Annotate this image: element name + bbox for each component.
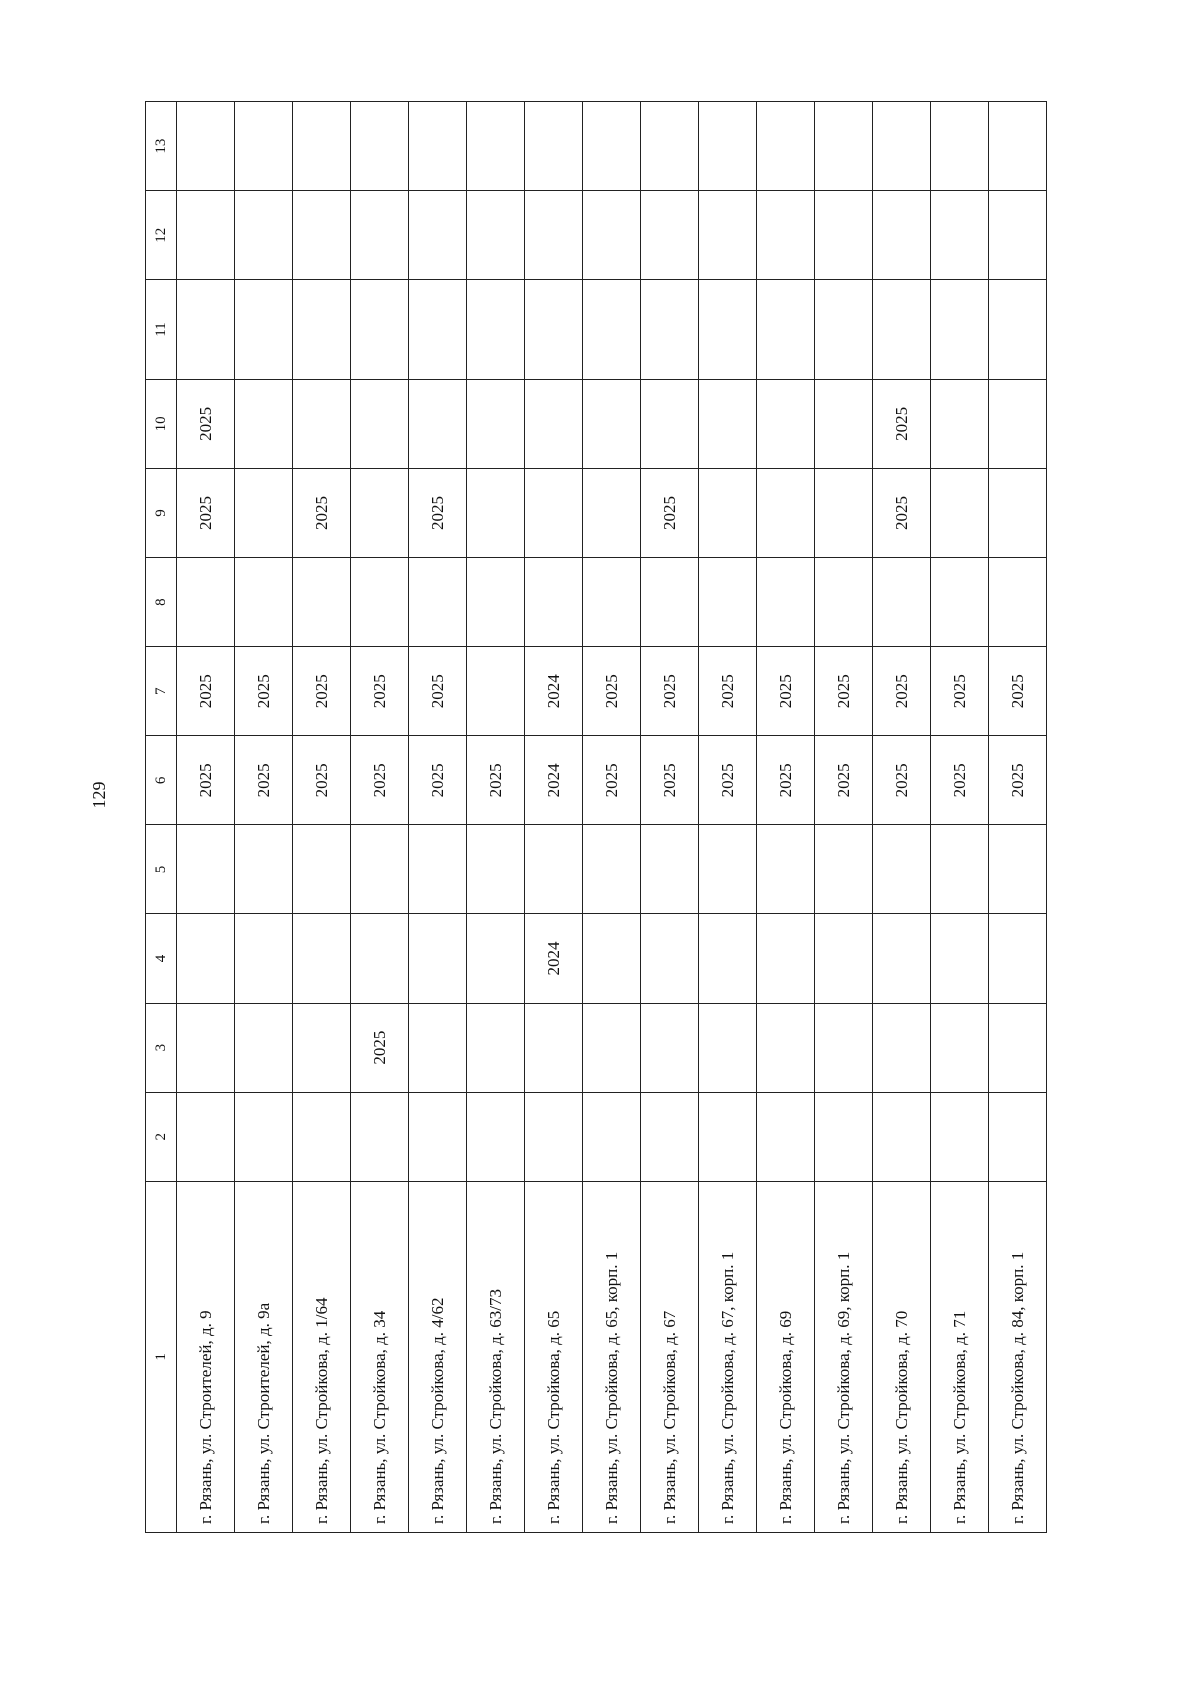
year-cell-col-6: 2025 (351, 736, 409, 825)
column-header-1: 1 (146, 1181, 177, 1532)
table-row (931, 102, 989, 1533)
year-cell-col-9: 2025 (409, 468, 467, 557)
table-row (177, 102, 235, 1533)
year-cell-col-5 (235, 825, 293, 914)
year-cell-col-2 (525, 1092, 583, 1181)
year-cell-col-3 (293, 1003, 351, 1092)
year-cell-col-13 (351, 102, 409, 191)
table-header (146, 102, 177, 1533)
year-cell-col-10 (699, 379, 757, 468)
year-cell-col-13 (293, 102, 351, 191)
year-cell-col-2 (641, 1092, 699, 1181)
year-cell-col-4 (873, 914, 931, 1003)
table-row (641, 102, 699, 1533)
year-cell-col-4 (177, 914, 235, 1003)
year-cell-col-3 (525, 1003, 583, 1092)
table-row (815, 102, 873, 1533)
header-row (146, 102, 177, 1533)
year-cell-col-10 (467, 379, 525, 468)
year-cell-col-4 (641, 914, 699, 1003)
year-cell-col-12 (815, 191, 873, 280)
year-cell-col-8 (815, 558, 873, 647)
year-cell-col-13 (989, 102, 1047, 191)
year-cell-col-8 (699, 558, 757, 647)
year-cell-col-9 (525, 468, 583, 557)
year-cell-col-6: 2025 (293, 736, 351, 825)
year-cell-col-13 (409, 102, 467, 191)
year-cell-col-2 (873, 1092, 931, 1181)
year-cell-col-5 (409, 825, 467, 914)
year-cell-col-8 (293, 558, 351, 647)
year-cell-col-2 (989, 1092, 1047, 1181)
year-cell-col-11 (757, 280, 815, 380)
year-cell-col-4 (931, 914, 989, 1003)
column-header-3: 3 (146, 1003, 177, 1092)
year-cell-col-3 (235, 1003, 293, 1092)
year-cell-col-5 (293, 825, 351, 914)
year-cell-col-3 (815, 1003, 873, 1092)
year-cell-col-11 (931, 280, 989, 380)
address-cell: г. Рязань, ул. Стройкова, д. 71 (931, 1181, 989, 1532)
year-cell-col-7: 2025 (293, 647, 351, 736)
year-cell-col-9 (931, 468, 989, 557)
year-cell-col-8 (931, 558, 989, 647)
column-header-4: 4 (146, 914, 177, 1003)
year-cell-col-11 (177, 280, 235, 380)
year-cell-col-7 (467, 647, 525, 736)
year-cell-col-12 (525, 191, 583, 280)
year-cell-col-12 (467, 191, 525, 280)
address-cell: г. Рязань, ул. Стройкова, д. 4/62 (409, 1181, 467, 1532)
address-cell: г. Рязань, ул. Стройкова, д. 84, корп. 1 (989, 1181, 1047, 1532)
year-cell-col-3 (467, 1003, 525, 1092)
table-row (583, 102, 641, 1533)
year-cell-col-4 (235, 914, 293, 1003)
year-cell-col-5 (931, 825, 989, 914)
year-cell-col-11 (467, 280, 525, 380)
year-cell-col-10 (931, 379, 989, 468)
year-cell-col-12 (931, 191, 989, 280)
year-cell-col-8 (583, 558, 641, 647)
year-cell-col-2 (409, 1092, 467, 1181)
year-cell-col-8 (641, 558, 699, 647)
year-cell-col-12 (409, 191, 467, 280)
column-header-6: 6 (146, 736, 177, 825)
year-cell-col-8 (525, 558, 583, 647)
address-cell: г. Рязань, ул. Стройкова, д. 67, корп. 1 (699, 1181, 757, 1532)
year-cell-col-3 (409, 1003, 467, 1092)
year-cell-col-3 (931, 1003, 989, 1092)
year-cell-col-5 (467, 825, 525, 914)
year-cell-col-8 (757, 558, 815, 647)
year-cell-col-11 (235, 280, 293, 380)
year-cell-col-6: 2025 (235, 736, 293, 825)
year-cell-col-12 (351, 191, 409, 280)
year-cell-col-3 (699, 1003, 757, 1092)
column-header-7: 7 (146, 647, 177, 736)
table-row (235, 102, 293, 1533)
address-cell: г. Рязань, ул. Стройкова, д. 34 (351, 1181, 409, 1532)
year-cell-col-3: 2025 (351, 1003, 409, 1092)
year-cell-col-13 (467, 102, 525, 191)
year-cell-col-9 (583, 468, 641, 557)
year-cell-col-13 (177, 102, 235, 191)
table-body (177, 102, 1047, 1533)
year-cell-col-9 (467, 468, 525, 557)
year-cell-col-6: 2025 (815, 736, 873, 825)
year-cell-col-11 (699, 280, 757, 380)
year-cell-col-5 (177, 825, 235, 914)
table-row (409, 102, 467, 1533)
year-cell-col-3 (873, 1003, 931, 1092)
year-cell-col-11 (815, 280, 873, 380)
column-header-13: 13 (146, 102, 177, 191)
column-header-11: 11 (146, 280, 177, 380)
year-cell-col-4: 2024 (525, 914, 583, 1003)
year-cell-col-11 (989, 280, 1047, 380)
year-cell-col-8 (409, 558, 467, 647)
schedule-table (145, 101, 1047, 1533)
year-cell-col-4 (583, 914, 641, 1003)
year-cell-col-11 (525, 280, 583, 380)
column-header-2: 2 (146, 1092, 177, 1181)
year-cell-col-6: 2025 (699, 736, 757, 825)
year-cell-col-9 (989, 468, 1047, 557)
year-cell-col-5 (873, 825, 931, 914)
year-cell-col-4 (293, 914, 351, 1003)
year-cell-col-10 (989, 379, 1047, 468)
year-cell-col-7: 2025 (757, 647, 815, 736)
address-cell: г. Рязань, ул. Стройкова, д. 69, корп. 1 (815, 1181, 873, 1532)
page-number: 129 (88, 781, 109, 809)
year-cell-col-2 (583, 1092, 641, 1181)
address-cell: г. Рязань, ул. Стройкова, д. 69 (757, 1181, 815, 1532)
year-cell-col-8 (351, 558, 409, 647)
year-cell-col-2 (815, 1092, 873, 1181)
year-cell-col-11 (351, 280, 409, 380)
year-cell-col-3 (177, 1003, 235, 1092)
year-cell-col-12 (235, 191, 293, 280)
year-cell-col-2 (931, 1092, 989, 1181)
year-cell-col-7: 2025 (409, 647, 467, 736)
year-cell-col-13 (757, 102, 815, 191)
year-cell-col-5 (583, 825, 641, 914)
year-cell-col-4 (815, 914, 873, 1003)
column-header-12: 12 (146, 191, 177, 280)
year-cell-col-10 (351, 379, 409, 468)
year-cell-col-10 (525, 379, 583, 468)
year-cell-col-10 (293, 379, 351, 468)
table-row (525, 102, 583, 1533)
year-cell-col-5 (351, 825, 409, 914)
year-cell-col-12 (989, 191, 1047, 280)
address-cell: г. Рязань, ул. Стройкова, д. 65, корп. 1 (583, 1181, 641, 1532)
year-cell-col-7: 2025 (873, 647, 931, 736)
year-cell-col-2 (467, 1092, 525, 1181)
year-cell-col-10 (235, 379, 293, 468)
year-cell-col-7: 2025 (351, 647, 409, 736)
table-row (873, 102, 931, 1533)
year-cell-col-7: 2025 (641, 647, 699, 736)
year-cell-col-9 (351, 468, 409, 557)
address-cell: г. Рязань, ул. Стройкова, д. 1/64 (293, 1181, 351, 1532)
year-cell-col-13 (583, 102, 641, 191)
year-cell-col-7: 2025 (177, 647, 235, 736)
year-cell-col-10 (641, 379, 699, 468)
year-cell-col-10 (409, 379, 467, 468)
year-cell-col-6: 2025 (467, 736, 525, 825)
year-cell-col-7: 2025 (815, 647, 873, 736)
year-cell-col-7: 2025 (931, 647, 989, 736)
year-cell-col-5 (699, 825, 757, 914)
year-cell-col-2 (177, 1092, 235, 1181)
table-row (757, 102, 815, 1533)
table-row (699, 102, 757, 1533)
address-cell: г. Рязань, ул. Стройкова, д. 67 (641, 1181, 699, 1532)
year-cell-col-6: 2025 (641, 736, 699, 825)
year-cell-col-7: 2025 (235, 647, 293, 736)
year-cell-col-5 (641, 825, 699, 914)
column-header-9: 9 (146, 468, 177, 557)
year-cell-col-8 (873, 558, 931, 647)
year-cell-col-13 (815, 102, 873, 191)
year-cell-col-10: 2025 (177, 379, 235, 468)
year-cell-col-12 (873, 191, 931, 280)
year-cell-col-7: 2025 (583, 647, 641, 736)
year-cell-col-11 (583, 280, 641, 380)
year-cell-col-13 (641, 102, 699, 191)
table-row (351, 102, 409, 1533)
year-cell-col-13 (931, 102, 989, 191)
year-cell-col-8 (467, 558, 525, 647)
address-cell: г. Рязань, ул. Строителей, д. 9а (235, 1181, 293, 1532)
address-cell: г. Рязань, ул. Стройкова, д. 70 (873, 1181, 931, 1532)
year-cell-col-12 (293, 191, 351, 280)
address-cell: г. Рязань, ул. Стройкова, д. 65 (525, 1181, 583, 1532)
year-cell-col-5 (757, 825, 815, 914)
year-cell-col-9 (815, 468, 873, 557)
year-cell-col-9: 2025 (873, 468, 931, 557)
year-cell-col-10: 2025 (873, 379, 931, 468)
year-cell-col-2 (235, 1092, 293, 1181)
column-header-5: 5 (146, 825, 177, 914)
year-cell-col-4 (699, 914, 757, 1003)
table-row (989, 102, 1047, 1533)
year-cell-col-9 (699, 468, 757, 557)
year-cell-col-4 (989, 914, 1047, 1003)
year-cell-col-9 (235, 468, 293, 557)
column-header-10: 10 (146, 379, 177, 468)
year-cell-col-13 (235, 102, 293, 191)
year-cell-col-6: 2025 (873, 736, 931, 825)
year-cell-col-2 (293, 1092, 351, 1181)
year-cell-col-2 (757, 1092, 815, 1181)
year-cell-col-11 (293, 280, 351, 380)
year-cell-col-2 (699, 1092, 757, 1181)
address-cell: г. Рязань, ул. Стройкова, д. 63/73 (467, 1181, 525, 1532)
year-cell-col-3 (583, 1003, 641, 1092)
year-cell-col-7: 2024 (525, 647, 583, 736)
year-cell-col-3 (757, 1003, 815, 1092)
year-cell-col-13 (525, 102, 583, 191)
year-cell-col-9 (757, 468, 815, 557)
rotated-table-container (145, 101, 1047, 1533)
year-cell-col-6: 2025 (177, 736, 235, 825)
year-cell-col-4 (467, 914, 525, 1003)
year-cell-col-9: 2025 (293, 468, 351, 557)
address-cell: г. Рязань, ул. Строителей, д. 9 (177, 1181, 235, 1532)
year-cell-col-10 (815, 379, 873, 468)
year-cell-col-10 (583, 379, 641, 468)
year-cell-col-6: 2025 (989, 736, 1047, 825)
year-cell-col-12 (177, 191, 235, 280)
year-cell-col-13 (699, 102, 757, 191)
year-cell-col-6: 2025 (931, 736, 989, 825)
year-cell-col-4 (757, 914, 815, 1003)
year-cell-col-11 (641, 280, 699, 380)
year-cell-col-8 (177, 558, 235, 647)
year-cell-col-12 (757, 191, 815, 280)
table-row (293, 102, 351, 1533)
year-cell-col-3 (989, 1003, 1047, 1092)
year-cell-col-11 (409, 280, 467, 380)
year-cell-col-11 (873, 280, 931, 380)
year-cell-col-9: 2025 (177, 468, 235, 557)
year-cell-col-5 (989, 825, 1047, 914)
year-cell-col-12 (641, 191, 699, 280)
year-cell-col-6: 2024 (525, 736, 583, 825)
year-cell-col-10 (757, 379, 815, 468)
year-cell-col-4 (351, 914, 409, 1003)
year-cell-col-7: 2025 (699, 647, 757, 736)
year-cell-col-8 (235, 558, 293, 647)
year-cell-col-2 (351, 1092, 409, 1181)
year-cell-col-13 (873, 102, 931, 191)
column-header-8: 8 (146, 558, 177, 647)
year-cell-col-5 (525, 825, 583, 914)
year-cell-col-4 (409, 914, 467, 1003)
year-cell-col-7: 2025 (989, 647, 1047, 736)
year-cell-col-6: 2025 (757, 736, 815, 825)
year-cell-col-3 (641, 1003, 699, 1092)
year-cell-col-6: 2025 (409, 736, 467, 825)
year-cell-col-9: 2025 (641, 468, 699, 557)
year-cell-col-8 (989, 558, 1047, 647)
table-row (467, 102, 525, 1533)
year-cell-col-6: 2025 (583, 736, 641, 825)
year-cell-col-5 (815, 825, 873, 914)
year-cell-col-12 (583, 191, 641, 280)
year-cell-col-12 (699, 191, 757, 280)
